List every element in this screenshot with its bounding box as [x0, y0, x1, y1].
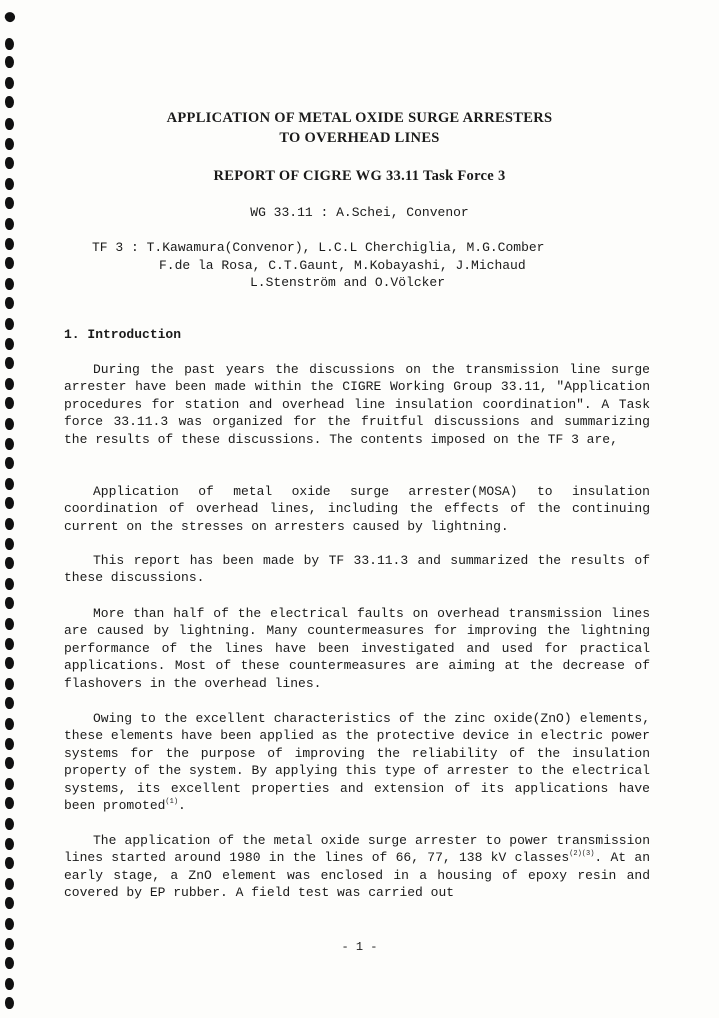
paragraph-6-reference: (2)(3): [569, 850, 595, 859]
paragraph-5-text: Owing to the excellent characteristics of the zinc oxide(ZnO) elements, these elements have been applied as the protective device in electric power systems for the purpose of improving the reliability of the insulation property of the system. By applying this type of arrester to the electrical systems, its excellent properties and extension of its applications have been promoted: [64, 711, 650, 814]
paragraph-5-reference: (1): [165, 798, 179, 807]
authors-line-2: F.de la Rosa, C.T.Gaunt, M.Kobayashi, J.Michaud: [159, 258, 526, 273]
paragraph-1: [64, 361, 650, 448]
paragraph-2-text: Application of metal oxide surge arrester(MOSA) to insulation coordination of overhead lines, including the effects of the continuing current on the stresses on arresters caused by lightning.: [64, 484, 650, 534]
paragraph-5-end: .: [178, 798, 186, 814]
paragraph-3: [64, 552, 650, 587]
paragraph-6: [64, 832, 650, 902]
section-heading-introduction: 1. Introduction: [64, 327, 182, 342]
document-title-line-1: APPLICATION OF METAL OXIDE SURGE ARRESTERS: [166, 110, 553, 126]
page-number: - 1 -: [341, 940, 378, 954]
authors-line-3: L.Stenström and O.Völcker: [250, 275, 446, 290]
paragraph-1-text: During the past years the discussions on the transmission line surge arrester have been made within the CIGRE Working Group 33.11, "Application procedures for station and overhead line insulation coordination". A Task force 33.11.3 was organized for the fruitful discussions and summarizing the results of these discussions. The contents imposed on the TF 3 are,: [64, 362, 650, 447]
paragraph-5: [64, 710, 650, 814]
paragraph-6-text-a: The application of the metal oxide surge arrester to power transmission lines started around 1980 in the lines of 66, 77, 138 kV classes: [64, 833, 650, 866]
report-subtitle: REPORT OF CIGRE WG 33.11 Task Force 3: [213, 168, 506, 184]
paragraph-6-text-b: . At an early stage, a ZnO element was enclosed in a housing of epoxy resin and covered by EP rubber. A field test was carried out: [64, 850, 650, 901]
document-title-line-2: TO OVERHEAD LINES: [279, 130, 440, 146]
paragraph-3-text: This report has been made by TF 33.11.3 and summarized the results of these discussions.: [64, 553, 650, 586]
paragraph-4: [64, 605, 650, 692]
paragraph-4-text: More than half of the electrical faults on overhead transmission lines are caused by lightning. Many countermeasures for improving the lightning performance of the lines have been investigated and used for practical applications. Most of these countermeasures are aiming at the decrease of flashovers in the overhead lines.: [64, 606, 650, 691]
authors-line-1: TF 3 : T.Kawamura(Convenor), L.C.L Cherchiglia, M.G.Comber: [92, 240, 545, 255]
convenor-line: WG 33.11 : A.Schei, Convenor: [250, 205, 469, 220]
paragraph-2: [64, 483, 650, 535]
